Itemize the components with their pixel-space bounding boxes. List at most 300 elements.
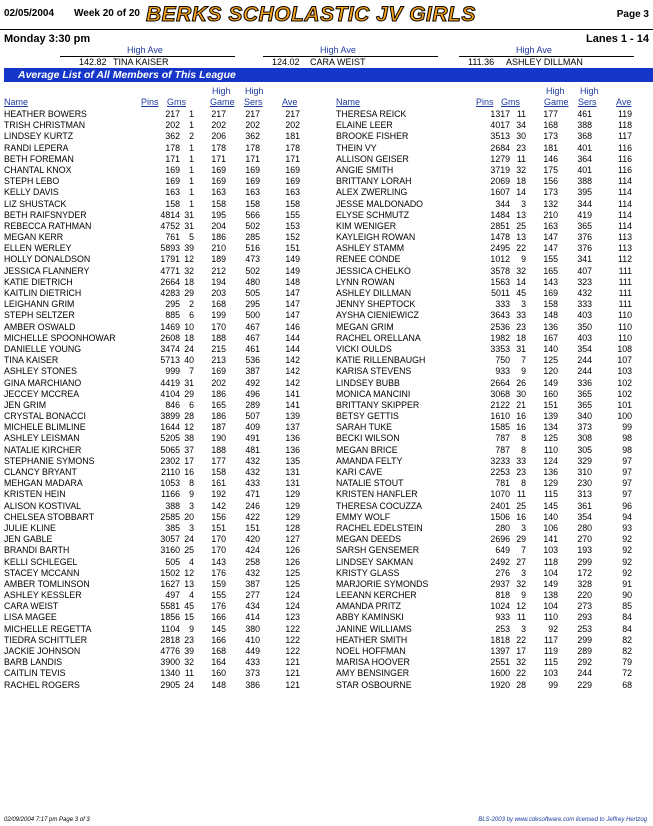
games: 1 [189,142,194,153]
average: 111 [618,276,632,287]
high-game: 166 [211,612,226,623]
high-series: 373 [245,668,260,679]
bowler-name: BECKI WILSON [336,433,400,444]
table-row [4,545,304,556]
average: 124 [285,601,300,612]
pins: 362 [165,131,180,142]
pins: 497 [165,590,180,601]
high-game: 202 [211,377,226,388]
pins: 1644 [160,422,180,433]
high-series: 169 [245,176,260,187]
bowler-name: KATIE DIETRICH [4,276,73,287]
table-row [4,254,304,265]
games: 32 [184,657,194,668]
games: 23 [184,634,194,645]
average: 117 [617,131,632,142]
high-series: 329 [577,455,592,466]
pins: 787 [495,433,510,444]
games: 22 [516,243,526,254]
high-series: 354 [577,343,592,354]
games: 25 [516,220,526,231]
pins: 3068 [490,388,510,399]
table-row [336,243,636,254]
high-game: 163 [211,187,226,198]
table-row [336,109,636,120]
average: 151 [285,243,300,254]
bowler-name: KELLI SCHLEGEL [4,556,78,567]
bowler-name: KELLY DAVIS [4,187,59,198]
high-series: 308 [577,433,592,444]
pins: 344 [495,198,510,209]
bowler-name: BRITTANY LORAH [336,176,412,187]
games: 3 [189,522,194,533]
high-game: 136 [543,321,558,332]
high-ave-value: 124.02 [272,57,300,67]
bowler-name: AMY BENSINGER [336,668,410,679]
games: 27 [516,556,526,567]
high-series: 502 [245,220,260,231]
high-game: 202 [211,120,226,131]
high-game: 138 [543,590,558,601]
table-row [4,165,304,176]
col-header-gms: Gms [501,97,520,107]
high-game: 169 [211,176,226,187]
high-game: 188 [211,444,226,455]
high-ave-name: ASHLEY DILLMAN [506,57,583,67]
pins: 999 [165,366,180,377]
high-series: 414 [245,612,260,623]
high-game: 158 [211,467,226,477]
pins: 3900 [160,657,180,668]
games: 6 [189,399,194,410]
table-row [336,310,636,321]
high-series: 387 [245,578,260,589]
average: 147 [285,288,300,298]
average: 116 [617,164,632,175]
bowler-name: RACHEL EDELSTEIN [336,522,423,533]
pins: 2905 [160,679,180,690]
high-series: 365 [577,388,592,399]
average: 144 [285,332,300,343]
table-row [336,646,636,657]
average: 111 [618,265,632,276]
pins: 1818 [490,634,510,645]
pins: 2302 [160,455,180,466]
bowler-name: AMBER TOMLINSON [4,578,90,589]
table-row [4,221,304,232]
table-row [4,456,304,467]
bowler-name: HEATHER SMITH [336,634,408,645]
games: 3 [521,623,526,634]
games: 2 [189,299,194,310]
table-row [336,199,636,210]
games: 39 [184,646,194,656]
bowler-name: RACHEL ORELLANA [336,332,421,343]
table-row [336,411,636,422]
average: 97 [622,489,632,500]
high-game: 115 [543,657,558,668]
table-row [4,277,304,288]
average: 68 [622,679,632,690]
high-series: 467 [245,321,260,332]
high-series: 481 [245,444,260,455]
table-row [4,579,304,590]
section-banner: Average List of All Members of This League [4,68,653,82]
high-series: 171 [245,153,260,164]
table-row [4,433,304,444]
bowler-name: THERESA REICK [336,109,407,119]
average: 82 [622,646,632,656]
high-series: 432 [577,288,592,298]
high-series: 310 [577,467,592,477]
pins: 1012 [490,254,510,265]
col-header-name: Name [4,97,29,107]
pins: 649 [495,545,510,556]
bowler-name: SARAH TUKE [336,422,393,433]
footer-timestamp: 02/09/2004 7:17 pm Page 3 of 3 [4,817,90,823]
average: 110 [617,310,632,321]
high-series: 178 [245,142,260,153]
bowler-name: LIZ SHUSTACK [4,198,67,209]
table-row [336,590,636,601]
right-average-list [336,109,636,691]
games: 1 [189,187,194,198]
pins: 3513 [490,131,510,142]
high-game: 134 [543,422,558,433]
high-series: 362 [245,131,260,142]
high-game: 169 [543,288,558,298]
average: 119 [617,109,632,119]
games: 10 [184,321,194,332]
games: 45 [184,601,194,612]
average: 114 [617,220,632,231]
table-row [4,400,304,411]
bowler-name: RENEE CONDE [336,254,401,265]
table-row [336,277,636,288]
average: 121 [285,657,300,668]
games: 7 [521,355,526,366]
games: 24 [184,534,194,545]
table-row [336,299,636,310]
average: 129 [285,489,300,500]
games: 9 [189,489,194,500]
games: 40 [184,355,194,366]
high-series: 380 [245,623,260,634]
average: 102 [617,377,632,388]
high-series: 496 [245,388,260,399]
games: 23 [516,467,526,477]
table-row [336,657,636,668]
high-game: 120 [543,366,558,377]
table-row [4,646,304,657]
games: 18 [516,176,526,187]
pins: 4776 [160,646,180,656]
bowler-name: MEGAN BRICE [336,444,398,455]
pins: 3719 [490,164,510,175]
bowler-name: KARI CAVE [336,467,383,477]
high-series: 328 [577,578,592,589]
pins: 2495 [490,243,510,254]
pins: 4283 [160,288,180,298]
games: 20 [184,511,194,522]
bowler-name: ALLISON GEISER [336,153,409,164]
high-series: 277 [245,590,260,601]
games: 31 [516,343,526,354]
bowler-name: CARA WEIST [4,601,59,612]
high-ave-label: High Ave [516,45,552,55]
games: 9 [189,623,194,634]
average: 96 [622,500,632,511]
average: 114 [617,209,632,220]
high-game: 187 [211,422,226,433]
bowler-name: BETH FOREMAN [4,153,74,164]
bowler-name: RANDI LEPERA [4,142,69,153]
high-series: 151 [245,522,260,533]
pins: 1920 [490,679,510,690]
average: 136 [285,433,300,444]
high-series: 273 [577,601,592,612]
pins: 2585 [160,511,180,522]
high-game: 169 [211,164,226,175]
average: 116 [617,153,632,164]
high-game: 103 [543,545,558,556]
average: 136 [285,444,300,455]
average: 125 [285,578,300,589]
col-header-high-game: Game [544,97,569,107]
pins: 2551 [490,657,510,668]
high-series: 246 [245,500,260,511]
high-game: 147 [543,243,558,254]
high-game: 140 [543,511,558,522]
high-series: 395 [577,187,592,198]
pins: 3899 [160,411,180,422]
header-rule [0,29,653,30]
bowler-name: LYNN ROWAN [336,276,395,287]
high-game: 160 [211,668,226,679]
high-game: 148 [211,679,226,690]
pins: 2851 [490,220,510,231]
games: 18 [516,332,526,343]
table-row [4,199,304,210]
average: 79 [622,657,632,668]
high-series: 388 [577,176,592,187]
average: 110 [617,321,632,332]
games: 1 [189,176,194,187]
games: 1 [189,120,194,131]
games: 8 [521,433,526,444]
high-game: 190 [211,433,226,444]
table-row [4,445,304,456]
average: 114 [617,198,632,209]
high-series: 387 [245,366,260,377]
average: 146 [285,321,300,332]
games: 34 [516,120,526,131]
high-game: 159 [211,578,226,589]
high-series: 350 [577,321,592,332]
average: 92 [622,556,632,567]
high-game: 210 [543,209,558,220]
pins: 4771 [160,265,180,276]
table-row [336,400,636,411]
pins: 169 [165,164,180,175]
games: 23 [516,321,526,332]
bowler-name: VICKI OULDS [336,343,392,354]
high-series: 368 [577,131,592,142]
high-series: 373 [577,422,592,433]
average: 85 [622,601,632,612]
high-series: 289 [245,399,260,410]
games: 1 [189,164,194,175]
games: 11 [516,612,526,623]
pins: 2664 [160,276,180,287]
bowler-name: NATALIE STOUT [336,478,404,489]
average: 142 [285,366,300,377]
average: 126 [285,545,300,556]
games: 21 [516,399,526,410]
high-game: 151 [211,522,226,533]
games: 30 [516,131,526,142]
bowler-name: CHELSEA STOBBART [4,511,95,522]
bowler-name: BROOKE FISHER [336,131,409,142]
pins: 3233 [490,455,510,466]
table-row [336,489,636,500]
bowler-name: JANINE WILLIAMS [336,623,412,634]
average: 147 [285,299,300,310]
bowler-name: KATIE RILLENBAUGH [336,355,426,366]
average: 178 [285,142,300,153]
bowler-name: BRANDI BARTH [4,545,70,556]
high-series: 292 [577,657,592,668]
games: 26 [516,377,526,388]
pins: 5205 [160,433,180,444]
table-row [336,131,636,142]
pins: 5011 [491,288,510,298]
high-series: 217 [245,109,260,119]
games: 28 [516,679,526,690]
average: 118 [617,120,632,131]
table-row [4,322,304,333]
pins: 1563 [490,276,510,287]
average: 98 [622,444,632,455]
bowler-name: STEPH LEBO [4,176,60,187]
high-game: 173 [543,131,558,142]
games: 1 [189,153,194,164]
pins: 1024 [490,601,510,612]
high-series: 403 [577,310,592,321]
pins: 169 [165,176,180,187]
high-game: 213 [211,355,226,366]
high-series: 401 [577,164,592,175]
pins: 761 [165,232,180,243]
high-game: 125 [543,355,558,366]
average: 112 [617,254,632,265]
pins: 5065 [160,444,180,455]
table-row [4,366,304,377]
pins: 202 [165,120,180,131]
high-series: 467 [245,332,260,343]
high-series: 323 [577,276,592,287]
bowler-name: CAITLIN TEVIS [4,668,66,679]
bowler-name: GINA MARCHIANO [4,377,82,388]
average: 92 [622,567,632,578]
average: 217 [285,109,300,119]
high-series: 299 [577,634,592,645]
high-series: 169 [245,164,260,175]
bowler-name: ASHLEY DILLMAN [336,288,412,298]
high-series: 461 [577,109,592,119]
games: 32 [184,265,194,276]
high-series: 229 [577,679,592,690]
high-series: 492 [245,377,260,388]
high-game: 194 [211,276,226,287]
high-series: 220 [577,590,592,601]
bowler-name: KIM WENIGER [336,220,397,231]
high-game: 132 [543,198,558,209]
bowler-name: THEIN VY [336,142,377,153]
average: 169 [285,176,300,187]
high-game: 149 [543,578,558,589]
table-row [4,422,304,433]
pins: 253 [495,623,510,634]
pins: 1166 [161,489,180,500]
bowler-name: KARISA STEVENS [336,366,412,377]
games: 2 [189,131,194,142]
high-game: 149 [543,377,558,388]
high-series: 432 [245,467,260,477]
high-game: 170 [211,545,226,556]
pins: 4017 [490,120,510,131]
col-header-high-sers: Sers [244,97,263,107]
high-series: 388 [577,120,592,131]
pins: 1610 [490,411,510,422]
bowler-name: ELAINE LEER [336,120,393,131]
table-row [336,143,636,154]
pins: 2696 [490,534,510,545]
high-game: 106 [543,522,558,533]
pins: 933 [495,612,510,623]
high-series: 433 [245,657,260,668]
bowler-name: MEGAN GRIM [336,321,394,332]
games: 30 [516,388,526,399]
average: 135 [285,455,300,466]
bowler-name: ANGIE SMITH [336,164,394,175]
pins: 781 [495,478,510,489]
high-series: 471 [245,489,260,500]
table-row [4,154,304,165]
pins: 1982 [490,332,510,343]
left-average-list [4,109,304,691]
pins: 2110 [161,467,180,477]
high-game: 142 [211,500,226,511]
games: 9 [521,254,526,265]
table-row [336,467,636,478]
bowler-name: AMANDA FELTY [336,455,403,466]
high-game: 145 [543,500,558,511]
high-game: 119 [543,646,558,656]
high-game: 156 [543,176,558,187]
pins: 158 [165,198,180,209]
table-row [4,131,304,142]
pins: 1791 [160,254,180,265]
average: 152 [285,232,300,243]
high-game: 155 [211,590,226,601]
average: 84 [622,612,632,623]
bowler-name: KRISTY GLASS [336,567,400,578]
bowler-name: ALEX ZWERLING [336,187,408,198]
table-row [4,378,304,389]
high-series: 365 [577,220,592,231]
average: 121 [285,668,300,679]
